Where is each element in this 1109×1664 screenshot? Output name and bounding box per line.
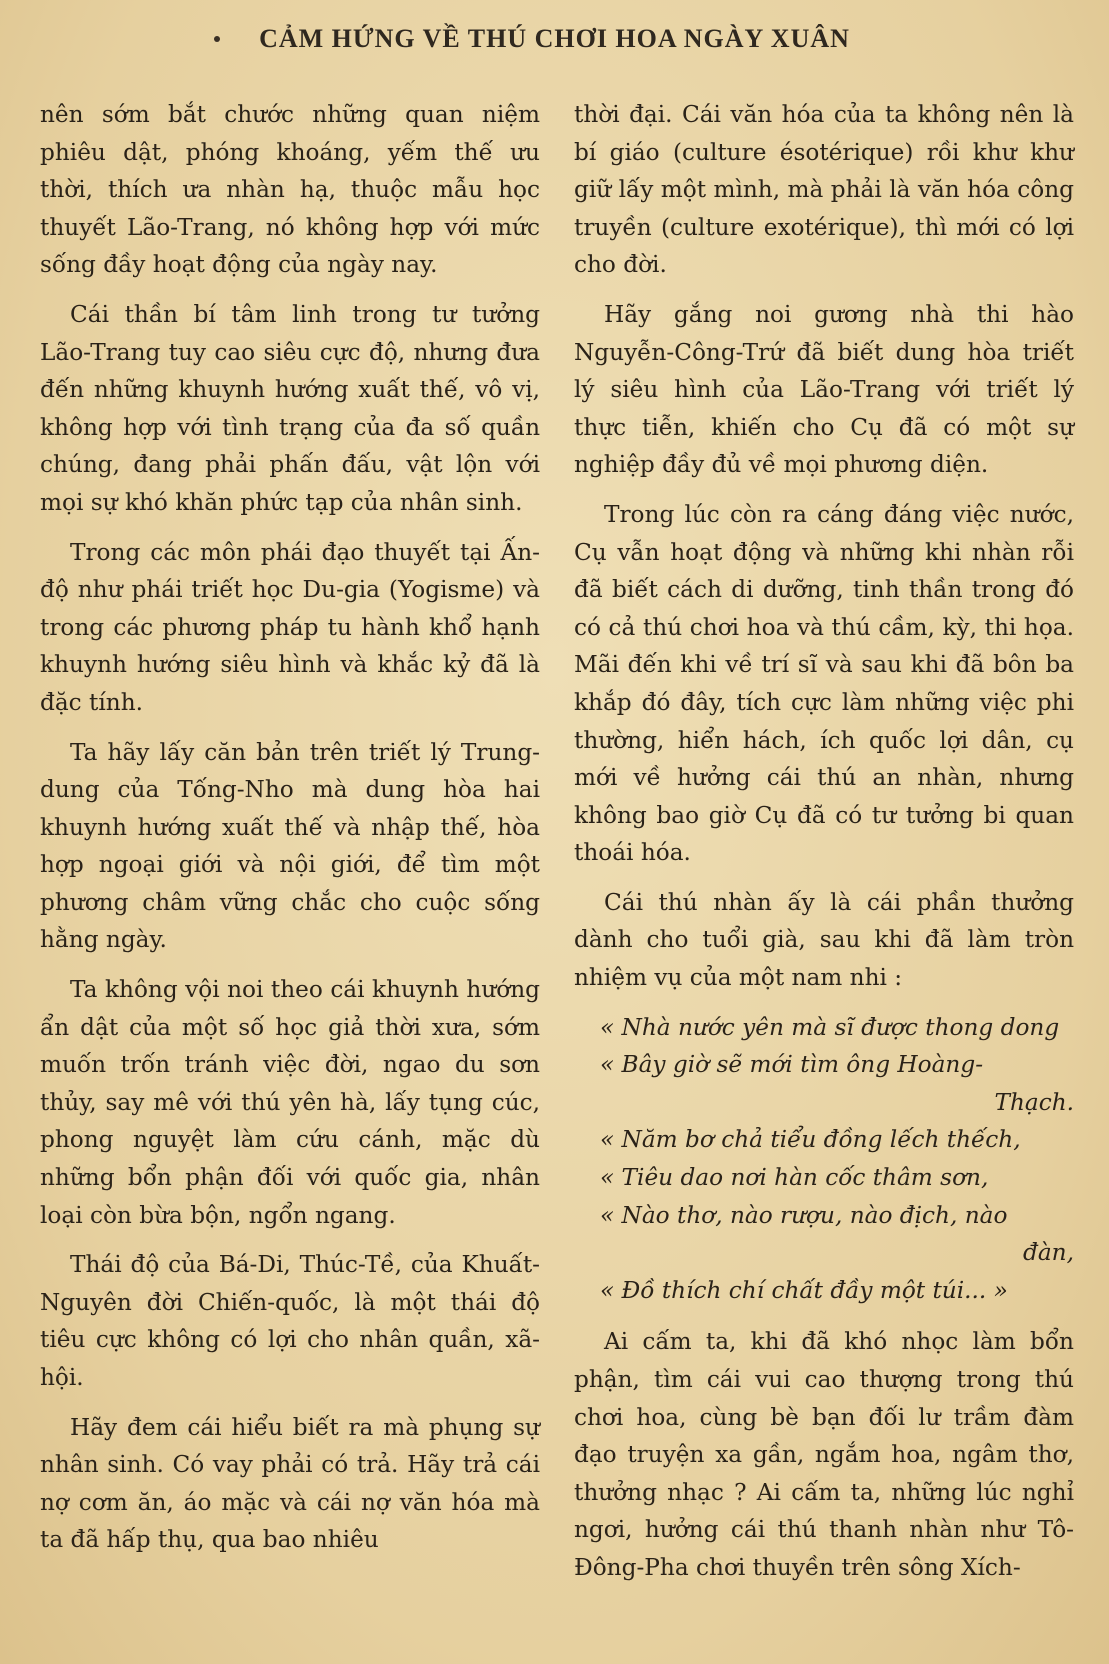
paragraph: nên sớm bắt chước những quan niệm phiêu dật, phóng khoáng, yếm thế ưu thời, thích ưa nhàn hạ, thuộc mẫu học thuyết Lão-Trang, nó không hợp với mức sống đầy hoạt động của ngày nay.: [40, 101, 540, 279]
paragraph: Ai cấm ta, khi đã khó nhọc làm bổn phận, tìm cái vui cao thượng trong thú chơi hoa, cùng bè bạn đối lư trầm đàm đạo truyện xa gần, ngắm hoa, ngâm thơ, thưởng nhạc ? Ai cấm ta, những lúc nghỉ ngơi, hưởng cái thú thanh nhàn như Tô-Đông-Pha chơi thuyền trên sông Xích-: [574, 1328, 1074, 1581]
poem-line: « Nhà nước yên mà sĩ được thong dong: [600, 1013, 1060, 1041]
right-column: [574, 96, 1074, 1599]
poem-line: đàn,: [1023, 1239, 1074, 1267]
poem-line: « Bây giờ sẽ mới tìm ông Hoàng-: [600, 1051, 984, 1079]
paragraph: thời đại. Cái văn hóa của ta không nên là bí giáo (culture ésotérique) rồi khư khư giữ lấy một mình, mà phải là văn hóa công truyền (culture exotérique), thì mới có lợi cho đời.: [574, 101, 1074, 279]
page-header-title: CẢM HỨNG VỀ THÚ CHƠI HOA NGÀY XUÂN: [259, 24, 850, 53]
paragraph: Hãy gắng noi gương nhà thi hào Nguyễn-Công-Trứ đã biết dung hòa triết lý siêu hình của Lão-Trang với triết lý thực tiễn, khiến cho Cụ đã có một sự nghiệp đầy đủ về mọi phương diện.: [574, 300, 1074, 479]
paragraph: Cái thần bí tâm linh trong tư tưởng Lão-Trang tuy cao siêu cực độ, nhưng đưa đến những khuynh hướng xuất thế, vô vị, không hợp với tình trạng của đa số quần chúng, đang phải phấn đấu, vật lộn với mọi sự khó khăn phức tạp của nhân sinh.: [40, 300, 540, 516]
paragraph: Thái độ của Bá-Di, Thúc-Tề, của Khuất-Nguyên đời Chiến-quốc, là một thái độ tiêu cực không có lợi cho nhân quần, xã-hội.: [40, 1251, 540, 1391]
poem-line: Thạch.: [994, 1088, 1074, 1116]
poem-line: « Nào thơ, nào rượu, nào địch, nào: [600, 1201, 1008, 1229]
paragraph: Cái thú nhàn ấy là cái phần thưởng dành cho tuổi già, sau khi đã làm tròn nhiệm vụ của một nam nhi :: [574, 888, 1074, 992]
poem-line: « Tiêu dao nơi hàn cốc thâm sơn,: [600, 1164, 989, 1192]
paragraph: Trong các môn phái đạo thuyết tại Ấn-độ như phái triết học Du-gia (Yogisme) và trong các phương pháp tu hành khổ hạnh khuynh hướng siêu hình và khắc kỷ đã là đặc tính.: [40, 538, 540, 716]
paragraph: Trong lúc còn ra cáng đáng việc nước, Cụ vẫn hoạt động và những khi nhàn rỗi đã biết cách di dưỡng, tinh thần trong đó có cả thú chơi hoa và thú cầm, kỳ, thi họa. Mãi đến khi về trí sĩ và sau khi đã bôn ba khắp đó đây, tích cực làm những việc phi thường, hiển hách, ích quốc lợi dân, cụ mới về hưởng cái thú an nhàn, nhưng không bao giờ Cụ đã có tư tưởng bi quan thoái hóa.: [574, 500, 1074, 867]
poem-block: [574, 1009, 1074, 1310]
poem-line: « Năm bơ chả tiểu đồng lếch thếch,: [600, 1126, 1021, 1154]
paragraph: Ta hãy lấy căn bản trên triết lý Trung-dung của Tống-Nho mà dung hòa hai khuynh hướng xuất thế và nhập thế, hòa hợp ngoại giới và nội giới, để tìm một phương châm vững chắc cho cuộc sống hằng ngày.: [40, 738, 540, 954]
poem-line: « Đồ thích chí chất đầy một túi... »: [600, 1276, 1008, 1304]
left-column: [40, 96, 540, 1571]
paragraph: Hãy đem cái hiểu biết ra mà phụng sự nhân sinh. Có vay phải có trả. Hãy trả cái nợ cơm ăn, áo mặc và cái nợ văn hóa mà ta đã hấp thụ, qua bao nhiêu: [40, 1413, 540, 1554]
paragraph: Ta không vội noi theo cái khuynh hướng ẩn dật của một số học giả thời xưa, sớm muốn trốn tránh việc đời, ngao du sơn thủy, say mê với thú yên hà, lấy tụng cúc, phong nguyệt làm cứu cánh, mặc dù những bổn phận đối với quốc gia, nhân loại còn bừa bộn, ngổn ngang.: [40, 976, 540, 1229]
